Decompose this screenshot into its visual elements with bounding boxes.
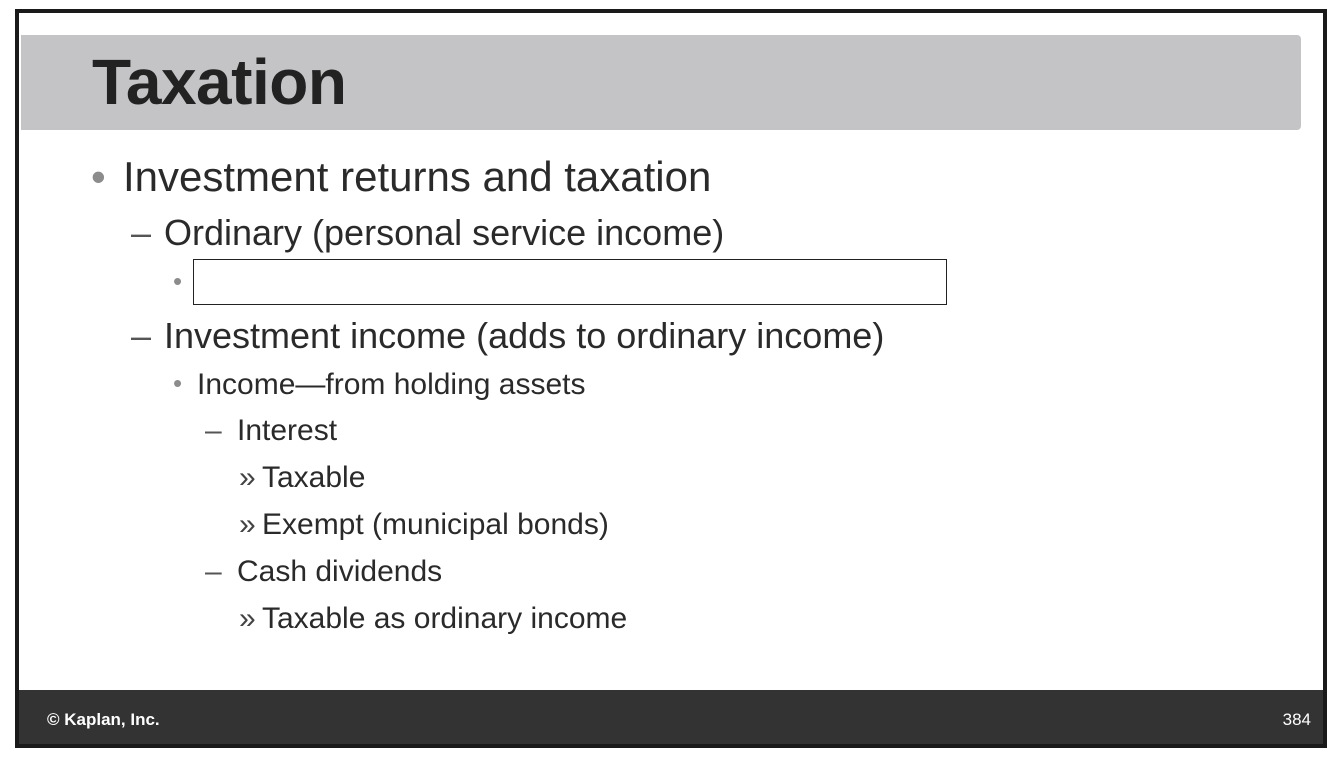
title-bar (21, 35, 1301, 130)
bullet-taxable-ordinary: Taxable as ordinary income (262, 602, 628, 635)
dash-marker: – (205, 414, 222, 447)
footer-bar (19, 690, 1323, 744)
copyright-text: © Kaplan, Inc. (47, 710, 160, 729)
dash-marker: – (131, 315, 152, 356)
raquo-marker: » (239, 508, 256, 541)
bullet-income-holding-assets: Income—from holding assets (197, 368, 586, 401)
bullet-taxable: Taxable (262, 461, 366, 494)
dash-marker: – (131, 212, 152, 253)
bullet-marker: • (91, 153, 106, 200)
page-number: 384 (1282, 710, 1311, 729)
bullet-exempt-municipal: Exempt (municipal bonds) (262, 508, 609, 541)
bullet-interest: Interest (237, 414, 338, 447)
raquo-marker: » (239, 461, 256, 494)
bullet-marker: • (173, 368, 183, 398)
answer-blank-box (193, 259, 947, 305)
dash-marker: – (205, 555, 222, 588)
slide-title: Taxation (92, 46, 347, 118)
bullet-cash-dividends: Cash dividends (237, 555, 443, 588)
bullet-investment-income: Investment income (adds to ordinary income) (164, 315, 885, 356)
raquo-marker: » (239, 602, 256, 635)
bullet-marker: • (173, 266, 183, 296)
bullet-investment-returns: Investment returns and taxation (123, 153, 712, 200)
bullet-ordinary-income: Ordinary (personal service income) (164, 212, 725, 253)
slide (15, 9, 1327, 748)
